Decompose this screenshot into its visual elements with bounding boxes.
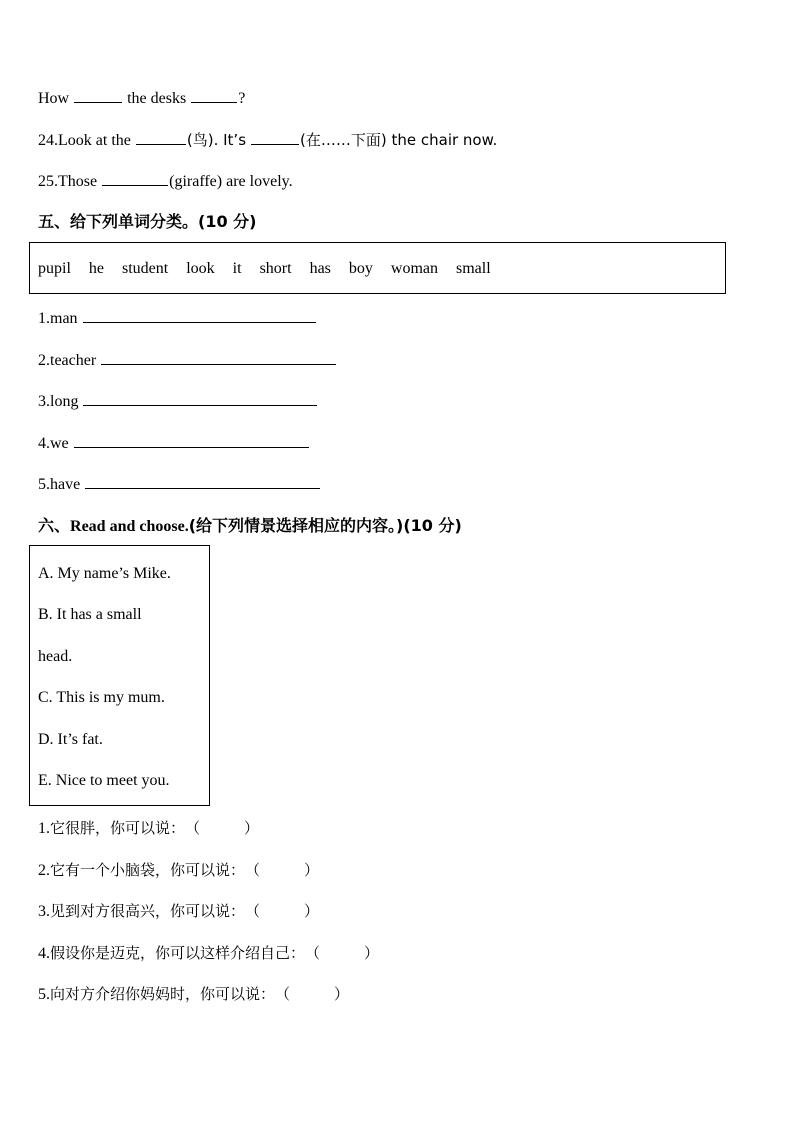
q24-number: 24. [38,132,58,149]
question-number: 1. [38,820,50,837]
q25-text-2: (giraffe) are lovely. [169,173,293,190]
classify-label: 5.have [38,476,81,493]
q23-text-1: How [38,90,70,107]
question-24-line [38,130,497,151]
option-d: D. It’s fat. [38,731,103,748]
classify-item-1 [38,308,317,329]
word-bank-item: he [88,260,104,277]
word-bank-item: short [259,260,292,277]
q23-blank-1[interactable] [74,88,122,103]
word-bank-item: it [232,260,242,277]
classify-item-2 [38,350,337,371]
classify-label: 2.teacher [38,352,97,369]
word-bank-box [29,242,726,294]
question-text: 见到对方很高兴，你可以说： [50,902,246,920]
choose-question-1 [38,818,259,839]
word-bank-item: student [122,260,169,277]
option-b-cont: head. [38,648,73,665]
question-25-line [38,171,293,192]
q24-text-3: (在……下面) the chair now. [300,131,498,149]
question-number: 5. [38,986,50,1003]
classify-item-5 [38,474,321,495]
classify-blank[interactable] [101,350,336,365]
question-text: 假设你是迈克，你可以这样介绍自己： [50,944,306,962]
classify-blank[interactable] [83,308,316,323]
choose-question-2 [38,860,319,881]
word-bank-item: pupil [38,260,71,277]
choose-question-4 [38,943,379,964]
answer-parentheses[interactable]: （ ） [245,861,320,879]
question-number: 2. [38,862,50,879]
choose-question-3 [38,901,319,922]
word-bank-item: look [186,260,215,277]
q24-text-2: (鸟). It’s [186,131,247,149]
q23-text-3: ? [238,90,246,107]
section-5-heading: 五、给下列单词分类。(10 分) [38,212,257,231]
classify-item-4 [38,433,310,454]
question-number: 3. [38,903,50,920]
question-text: 它有一个小脑袋，你可以说： [50,861,246,879]
classify-label: 3.long [38,393,79,410]
q24-text-1: Look at the [58,132,131,149]
q23-text-2: the desks [127,90,187,107]
q24-blank-1[interactable] [136,130,186,145]
option-e: E. Nice to meet you. [38,772,170,789]
question-text: 向对方介绍你妈妈时，你可以说： [50,985,276,1003]
section-6-heading [38,516,462,537]
classify-blank[interactable] [74,433,309,448]
answer-parentheses[interactable]: （ ） [305,944,380,962]
section-6-heading-prefix: 六、 [38,516,71,535]
choose-question-5 [38,984,349,1005]
classify-label: 4.we [38,435,69,452]
classify-blank[interactable] [83,391,317,406]
question-number: 4. [38,945,50,962]
option-c: C. This is my mum. [38,689,165,706]
answer-parentheses[interactable]: （ ） [275,985,350,1003]
option-a: A. My name’s Mike. [38,565,171,582]
answer-parentheses[interactable]: （ ） [185,819,260,837]
classify-blank[interactable] [85,474,320,489]
options-box [29,545,210,806]
q25-blank-1[interactable] [102,171,168,186]
question-23-line [38,88,245,109]
q24-blank-2[interactable] [251,130,299,145]
word-bank-item: boy [348,260,373,277]
q23-blank-2[interactable] [191,88,237,103]
question-text: 它很胖，你可以说： [50,819,186,837]
classify-label: 1.man [38,310,78,327]
option-b: B. It has a small [38,606,142,623]
answer-parentheses[interactable]: （ ） [245,902,320,920]
word-bank-item: small [456,260,491,277]
section-6-heading-suffix: (给下列情景选择相应的内容。)(10 分) [188,516,462,535]
classify-item-3 [38,391,318,412]
word-bank-item: has [309,260,331,277]
q25-number: 25. [38,173,58,190]
word-bank [38,259,505,279]
section-6-heading-en: Read and choose. [70,518,189,535]
word-bank-item: woman [390,260,438,277]
q25-text-1: Those [58,173,98,190]
